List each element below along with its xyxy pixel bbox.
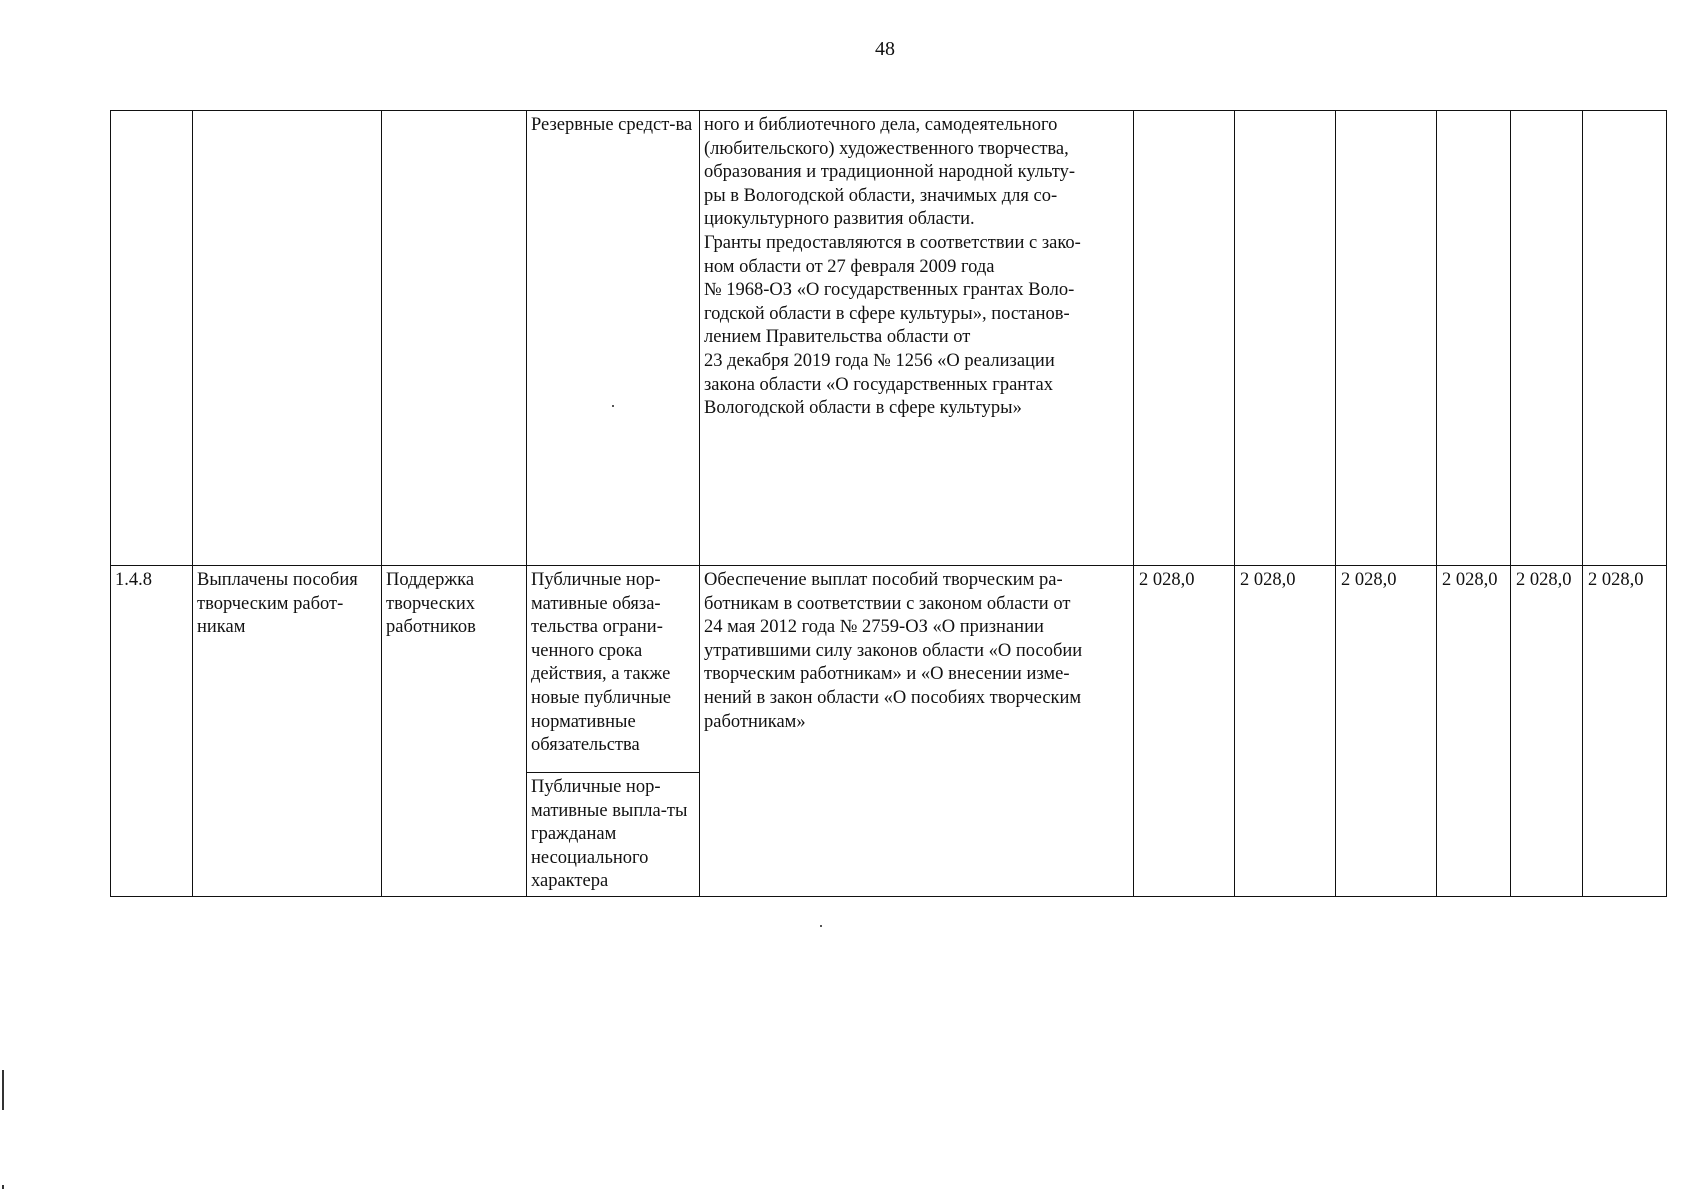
scan-margin-mark (2, 1185, 4, 1189)
table-row (111, 566, 1667, 773)
table-row (111, 111, 1667, 566)
value-cell-6 (1583, 111, 1667, 566)
description-line: закона области «О государственных грантах (704, 374, 1053, 395)
result-cell (193, 111, 382, 566)
expense-type-cell: Резервные средст-ва (527, 111, 700, 566)
description-line: ном области от 27 февраля 2009 года (704, 256, 995, 277)
description-line: творческим работникам» и «О внесении изме- (704, 664, 1070, 685)
description-line: работникам» (704, 711, 806, 732)
description-cell (700, 111, 1134, 566)
expense-type-cell: Публичные нор-мативные обяза-тельства ограни-ченного срока действия, а также новые публичные нормативные обязательства (527, 566, 700, 773)
direction-cell: Поддержка творческих работников (382, 566, 527, 897)
description-line: ного и библиотечного дела, самодеятельного (704, 115, 1058, 135)
value-cell-1: 2 028,0 (1134, 566, 1235, 897)
description-line: циокультурного развития области. (704, 209, 975, 230)
description-line: лением Правительства области от (704, 327, 971, 348)
result-cell: Выплачены пособия творческим работ-никам (193, 566, 382, 897)
direction-cell (382, 111, 527, 566)
value-cell-4 (1437, 111, 1511, 566)
description-line: 24 мая 2012 года № 2759-ОЗ «О признании (704, 617, 1044, 638)
value-cell-5 (1511, 111, 1583, 566)
description-line: ботникам в соответствии с законом области от (704, 593, 1071, 614)
description-line: № 1968-ОЗ «О государственных грантах Воло- (704, 280, 1075, 301)
code-cell: 1.4.8 (111, 566, 193, 897)
value-cell-3 (1336, 111, 1437, 566)
value-cell-4: 2 028,0 (1437, 566, 1511, 897)
page-number: 48 (875, 38, 895, 60)
value-cell-5: 2 028,0 (1511, 566, 1583, 897)
description-line: ры в Вологодской области, значимых для со- (704, 185, 1058, 206)
value-cell-6: 2 028,0 (1583, 566, 1667, 897)
value-cell-1 (1134, 111, 1235, 566)
value-cell-2: 2 028,0 (1235, 566, 1336, 897)
budget-table (110, 110, 1667, 897)
description-line: Гранты предоставляются в соответствии с зако- (704, 232, 1081, 253)
scan-margin-mark (2, 1070, 4, 1110)
description-line: Обеспечение выплат пособий творческим ра- (704, 570, 1063, 590)
description-line: образования и традиционной народной культу- (704, 162, 1075, 183)
description-line: 23 декабря 2019 года № 1256 «О реализации (704, 350, 1055, 371)
code-cell (111, 111, 193, 566)
expense-type-cell: Публичные нор-мативные выпла-ты гражданам несоциального характера (527, 773, 700, 897)
description-line: годской области в сфере культуры», постанов- (704, 303, 1070, 324)
description-line: (любительского) художественного творчества, (704, 138, 1069, 159)
description-line: утратившими силу законов области «О пособии (704, 640, 1083, 661)
scan-dot (612, 405, 614, 407)
value-cell-2 (1235, 111, 1336, 566)
description-line: Вологодской области в сфере культуры» (704, 398, 1022, 419)
value-cell-3: 2 028,0 (1336, 566, 1437, 897)
description-cell (700, 566, 1134, 897)
description-line: нений в закон области «О пособиях творческим (704, 687, 1082, 708)
scan-dot (820, 925, 822, 927)
